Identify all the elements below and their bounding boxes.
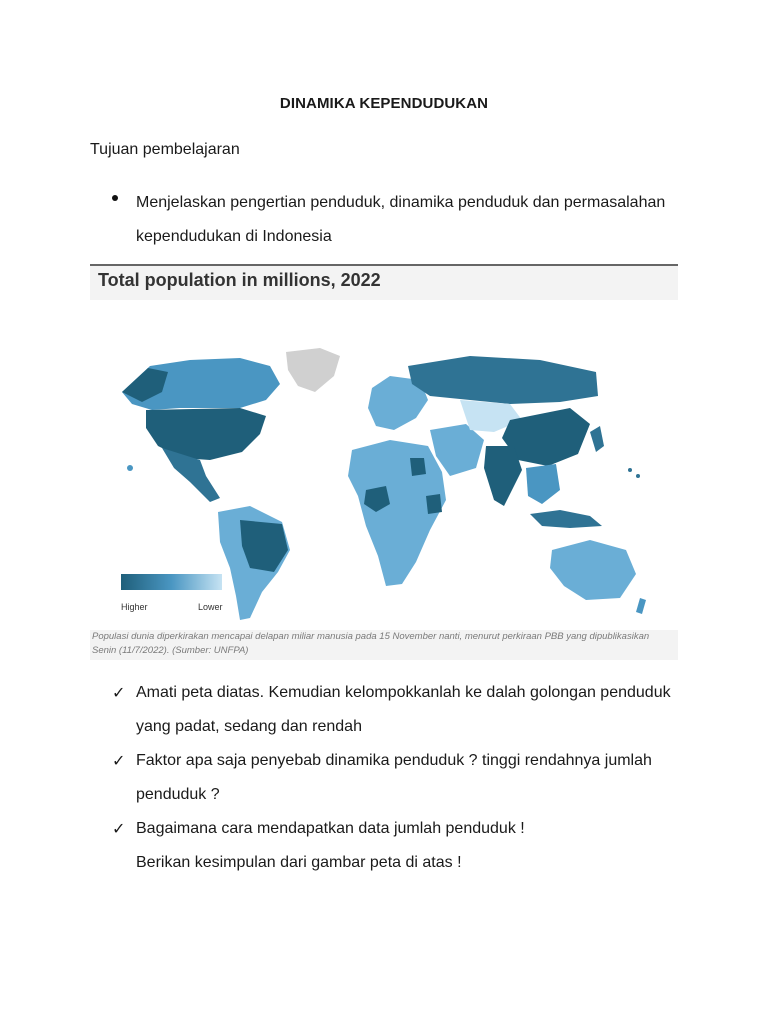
map-region-new-zealand (636, 598, 646, 614)
legend-gradient-bar (121, 574, 222, 590)
map-region-japan (590, 426, 604, 452)
closing-instruction: Berikan kesimpulan dari gambar peta di atas ! (136, 854, 462, 871)
figure-top-rule (90, 264, 678, 266)
map-region-russia (408, 356, 598, 404)
task-text: Amati peta diatas. Kemudian kelompokkanlah ke dalah golongan penduduk yang padat, sedang dan rendah (136, 684, 671, 735)
task-text: Bagaimana cara mendapatkan data jumlah penduduk ! (136, 820, 525, 837)
map-region-ethiopia (426, 494, 442, 514)
map-region-india (484, 446, 522, 506)
checkmark-icon: ✓ (112, 819, 126, 838)
legend-lower-label: Lower (198, 602, 223, 612)
map-region-greenland (286, 348, 340, 392)
map-region-hawaii (127, 465, 133, 471)
bullet-icon (112, 195, 118, 201)
population-map-figure (90, 264, 678, 660)
figure-title: Total population in millions, 2022 (98, 270, 381, 290)
map-region-pacific-islands (636, 474, 640, 478)
map-region-egypt (410, 458, 426, 476)
section-subtitle: Tujuan pembelajaran (90, 141, 240, 158)
map-region-pacific-islands (628, 468, 632, 472)
document-title: DINAMIKA KEPENDUDUKAN (279, 95, 489, 112)
map-region-southeast-asia (526, 464, 560, 504)
map-region-usa (146, 408, 266, 460)
checkmark-icon: ✓ (112, 683, 126, 702)
checkmark-icon: ✓ (112, 751, 126, 770)
objective-text: Menjelaskan pengertian penduduk, dinamika penduduk dan permasalahan kependudukan di Indonesia (136, 194, 666, 245)
task-text: Faktor apa saja penyebab dinamika penduduk ? tinggi rendahnya jumlah penduduk ? (136, 752, 652, 803)
legend-higher-label: Higher (121, 602, 148, 612)
figure-caption: Populasi dunia diperkirakan mencapai delapan miliar manusia pada 15 November nanti, menurut perkiraan PBB yang dipublikasikan Senin (11/7/2022). (Sumber: UNFPA) (92, 631, 650, 656)
map-region-australia (550, 540, 636, 600)
map-region-indonesia (530, 510, 602, 528)
